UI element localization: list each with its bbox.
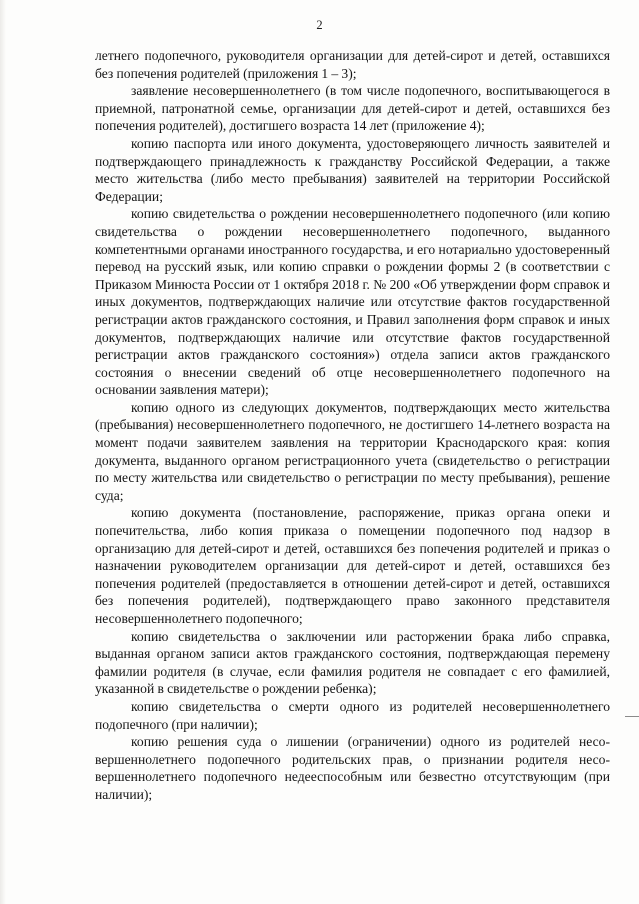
scan-edge-mark [625, 716, 639, 717]
scan-edge-shadow [0, 0, 6, 904]
paragraph-death-certificate: копию свидетельства о смерти одного из родителей несовершеннолетнего подопечного (при наличии); [95, 698, 610, 732]
paragraph-residence-document: копию одного из следующих документов, подтверждающих место жительства (пребывания) несовершеннолетнего подопечного, не достигшего 14-летнего возраста на момент подачи заявителем заявления на территории Краснодарского края: копия документа, выданного органом регистрационного учета (свидетельство о регистрации по месту жительства или свидетельство о регистрации по месту пребывания), решение суда; [95, 399, 610, 503]
paragraph-minor-application: заявление несовершеннолетнего (в том числе подопечного, воспитывающегося в приемной, патронатной семье, организации для детей-сирот и детей, оставшихся без попечения родителей), достигшего возраста 14 лет (приложение 4); [95, 83, 610, 134]
paragraph-guardianship-document: копию документа (постановление, распоряжение, приказ органа опеки и попечительства, либо копия приказа о помещении подопечного под надзор в организацию для детей-сирот и детей, оставшихся без попечения родителей и приказ о назначении руководителем организации для детей-сирот и детей, оставшихся без попечения родителей (предоставляется в отношении детей-сирот и детей, оставшихся без попечения родителей), подтверждающего право законного представителя несовершеннолетнего подопечного; [95, 505, 610, 626]
document-body [95, 47, 610, 804]
paragraph-birth-certificate-copy: копию свидетельства о рождении несовершеннолетнего подопечного (или копию свидетельства о рождении несовершеннолетнего подопечного, выданного компетентными органами иностранного государства, и его нотариально удостоверенный перевод на русский язык, или копию справки о рождении формы 2 (в соответствии с Приказом Минюста России от 1 октября 2018 г. № 200 «Об утверждении форм справок и иных документов, подтверждающих наличие или отсутствие фактов государственной регистрации актов гражданского состояния, и Правил заполнения форм справок и иных документов, подтверждающих наличие или отсутствие фактов государственной регистрации актов гражданского состояния») отдела записи актов гражданского состояния о внесении сведений об отце несовершеннолетнего подопечного на основании заявления матери); [95, 206, 610, 398]
paragraph-passport-copy: копию паспорта или иного документа, удостоверяющего личность заявителей и подтверждающего принадлежность к гражданству Российской Федерации, а также место жительства (либо место пребывания) заявителей на территории Российской Федерации; [95, 135, 610, 204]
paragraph-marriage-certificate: копию свидетельства о заключении или расторжении брака либо справка, выданная органом записи актов гражданского состояния, подтверждающая перемену фамилии родителя (в случае, если фамилия родителя не совпадает с его фамилией, указанной в свидетельстве о рождении ребенка); [95, 628, 610, 697]
paragraph-guardian-statement-end: летнего подопечного, руководителя организации для детей-сирот и детей, оставшихся без попечения родителей (приложения 1 – 3); [95, 48, 610, 81]
page-number: 2 [316, 18, 323, 32]
paragraph-court-decision: копию решения суда о лишении (ограничении) одного из родителей несовершеннолетнего подопечного родительских прав, о признании родителя несовершеннолетнего подопечного недееспособным или безвестно отсутствующим (при наличии); [95, 734, 610, 802]
